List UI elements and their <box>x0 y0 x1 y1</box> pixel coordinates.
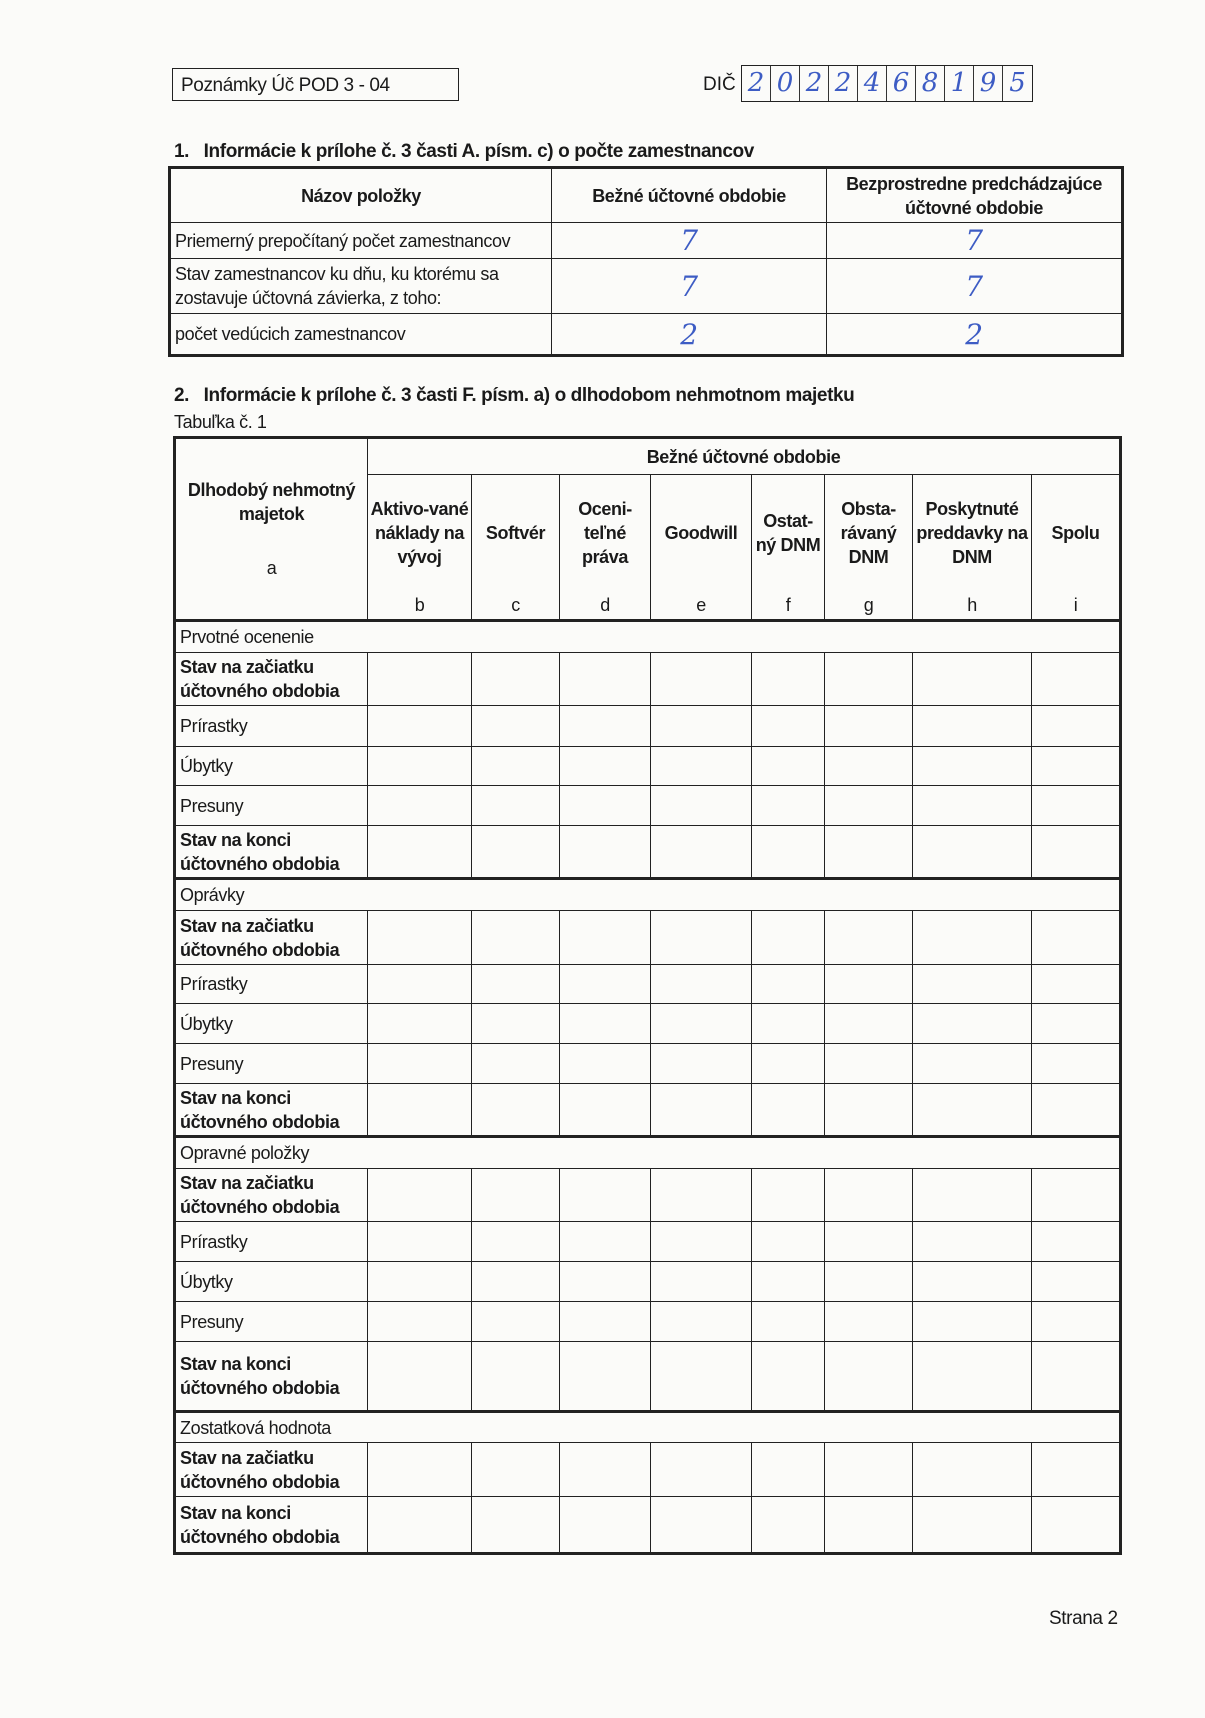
value-cell-i[interactable] <box>1032 747 1121 786</box>
table-row <box>170 314 1123 356</box>
value-cell-g[interactable] <box>825 1443 913 1497</box>
value-cell-b[interactable] <box>368 653 472 706</box>
value-cell-g[interactable] <box>825 1084 913 1137</box>
value-cell-d[interactable] <box>560 1044 651 1084</box>
dic-label: DIČ <box>703 74 736 95</box>
value-cell-b[interactable] <box>368 706 472 747</box>
value-cell-h[interactable] <box>913 1302 1032 1342</box>
value-cell-c[interactable] <box>472 1222 560 1262</box>
row-label: Zostatková hodnota <box>175 1412 1121 1443</box>
page-number: Strana 2 <box>1049 1608 1118 1629</box>
value-cell-g[interactable] <box>825 1262 913 1302</box>
row-label: Úbytky <box>175 1262 368 1302</box>
col-header-label: Obsta-rávaný DNM <box>840 499 897 567</box>
value-cell-g[interactable] <box>825 965 913 1004</box>
value-cell-f[interactable] <box>752 1443 825 1497</box>
value-cell-h[interactable] <box>913 653 1032 706</box>
value-cell-h[interactable] <box>913 965 1032 1004</box>
value-cell-b[interactable] <box>368 1497 472 1554</box>
value-cell-c[interactable] <box>472 747 560 786</box>
value-cell-b[interactable] <box>368 1169 472 1222</box>
row-label: Stav na začiatku účtovného obdobia <box>175 911 368 965</box>
value-cell-g[interactable] <box>825 747 913 786</box>
col-letter: h <box>967 595 977 615</box>
value-cell-e[interactable] <box>651 1342 752 1412</box>
row-label: Stav na začiatku účtovného obdobia <box>175 1169 368 1222</box>
value-cell-d[interactable] <box>560 1169 651 1222</box>
value-cell-d[interactable] <box>560 1084 651 1137</box>
value-cell-c[interactable] <box>472 1342 560 1412</box>
table-row <box>170 259 1123 314</box>
row-label: Stav na konci účtovného obdobia <box>175 1342 368 1412</box>
col-header-label: Spolu <box>1051 523 1100 543</box>
value-cell-d[interactable] <box>560 911 651 965</box>
table-row <box>170 223 1123 259</box>
value-cell-h[interactable] <box>913 1044 1032 1084</box>
value-cell-c[interactable] <box>472 1443 560 1497</box>
col-header-item: Názov položky <box>170 168 552 223</box>
value-cell-i[interactable] <box>1032 1342 1121 1412</box>
table-row <box>175 1004 1121 1044</box>
value-cell-c[interactable] <box>472 1497 560 1554</box>
value-cell-c[interactable] <box>472 1044 560 1084</box>
row-label: Presuny <box>175 1044 368 1084</box>
value-cell-i[interactable] <box>1032 1497 1121 1554</box>
dic-digit: 5 <box>1009 68 1026 98</box>
value-cell-f[interactable] <box>752 1169 825 1222</box>
value-cell-b[interactable] <box>368 1004 472 1044</box>
dic-digit: 0 <box>771 66 800 101</box>
col-header-f <box>752 475 825 621</box>
row-label: Úbytky <box>175 747 368 786</box>
section1-title: 1. Informácie k prílohe č. 3 časti A. písm. c) o počte zamestnancov <box>174 141 754 162</box>
col-letter: d <box>600 595 610 615</box>
value-cell-h[interactable] <box>913 1222 1032 1262</box>
row-label: Opravné položky <box>175 1137 1121 1169</box>
table-row <box>175 965 1121 1004</box>
dic-field[interactable] <box>741 65 1033 102</box>
value-cell-c[interactable] <box>472 965 560 1004</box>
value-cell-f[interactable] <box>752 965 825 1004</box>
value-cell-i[interactable] <box>1032 1084 1121 1137</box>
value-cell-e[interactable] <box>651 911 752 965</box>
value-cell-b[interactable] <box>368 1084 472 1137</box>
value-cell-i[interactable] <box>1032 1302 1121 1342</box>
row-label: Priemerný prepočítaný počet zamestnancov <box>170 223 552 259</box>
value-cell-i[interactable] <box>1032 653 1121 706</box>
col-header-previous: Bezprostredne predchádzajúce účtovné obdobie <box>827 168 1123 223</box>
col-header-label: Oceni-teľné práva <box>578 499 632 567</box>
table-row <box>175 1497 1121 1554</box>
value-cell-g[interactable] <box>825 706 913 747</box>
section-row <box>175 879 1121 911</box>
table-row <box>175 1044 1121 1084</box>
value-cell-b[interactable] <box>368 826 472 879</box>
value-cell-f[interactable] <box>752 1302 825 1342</box>
value-cell-c[interactable] <box>472 1004 560 1044</box>
value-cell-g[interactable] <box>825 911 913 965</box>
col-header-b <box>368 475 472 621</box>
dic-digit: 4 <box>858 66 887 101</box>
previous-value[interactable]: 2 <box>827 314 1123 356</box>
value-cell-e[interactable] <box>651 1497 752 1554</box>
value-cell-b[interactable] <box>368 786 472 826</box>
table-row <box>175 1302 1121 1342</box>
group-header: Bežné účtovné obdobie <box>368 438 1121 475</box>
table-row <box>175 653 1121 706</box>
col-header-i <box>1032 475 1121 621</box>
value-cell-i[interactable] <box>1032 706 1121 747</box>
value-cell-f[interactable] <box>752 786 825 826</box>
value-cell-c[interactable] <box>472 653 560 706</box>
row-label: počet vedúcich zamestnancov <box>170 314 552 356</box>
row-label: Stav na konci účtovného obdobia <box>175 826 368 879</box>
value-cell-g[interactable] <box>825 1044 913 1084</box>
row-label: Stav na začiatku účtovného obdobia <box>175 653 368 706</box>
value-cell-g[interactable] <box>825 786 913 826</box>
value-cell-e[interactable] <box>651 653 752 706</box>
col-header-label: Aktivo-vané náklady na vývoj <box>370 499 469 567</box>
row-label: Stav zamestnancov ku dňu, ku ktorému sa zostavuje účtovná závierka, z toho: <box>170 259 552 314</box>
value-cell-g[interactable] <box>825 1004 913 1044</box>
value-cell-g[interactable] <box>825 653 913 706</box>
value-cell-d[interactable] <box>560 747 651 786</box>
value-cell-f[interactable] <box>752 747 825 786</box>
value-cell-h[interactable] <box>913 1443 1032 1497</box>
row-label: Úbytky <box>175 1004 368 1044</box>
table-subtitle: Tabuľka č. 1 <box>174 412 267 432</box>
value-cell-e[interactable] <box>651 1262 752 1302</box>
value-cell-g[interactable] <box>825 1222 913 1262</box>
section-row <box>175 1137 1121 1169</box>
value-cell-d[interactable] <box>560 786 651 826</box>
col-letter: i <box>1073 595 1078 615</box>
table-row <box>175 1262 1121 1302</box>
value-cell-d[interactable] <box>560 706 651 747</box>
value-cell-d[interactable] <box>560 653 651 706</box>
value-cell-b[interactable] <box>368 1222 472 1262</box>
value-cell-h[interactable] <box>913 911 1032 965</box>
value-cell-i[interactable] <box>1032 1443 1121 1497</box>
row-label: Stav na konci účtovného obdobia <box>175 1497 368 1554</box>
value-cell-h[interactable] <box>913 1262 1032 1302</box>
col-header-label: Dlhodobý nehmotný majetok <box>187 480 356 524</box>
dic-digit: 2 <box>800 66 829 101</box>
value-cell-i[interactable] <box>1032 1262 1121 1302</box>
row-label: Oprávky <box>175 879 1121 911</box>
value-cell-c[interactable] <box>472 1302 560 1342</box>
value-cell-b[interactable] <box>368 747 472 786</box>
value-cell-e[interactable] <box>651 1169 752 1222</box>
value-cell-d[interactable] <box>560 1222 651 1262</box>
table-row <box>175 826 1121 879</box>
value-cell-b[interactable] <box>368 911 472 965</box>
current-value[interactable]: 2 <box>552 314 827 356</box>
col-header-a <box>175 438 368 621</box>
value-cell-e[interactable] <box>651 1222 752 1262</box>
value-cell-d[interactable] <box>560 965 651 1004</box>
value-cell-f[interactable] <box>752 1222 825 1262</box>
value-cell-c[interactable] <box>472 911 560 965</box>
row-label: Prírastky <box>175 706 368 747</box>
value-cell-f[interactable] <box>752 1497 825 1554</box>
section-row <box>175 621 1121 653</box>
dic-digit: 6 <box>887 66 916 101</box>
value-cell-i[interactable] <box>1032 1004 1121 1044</box>
row-label: Prvotné ocenenie <box>175 621 1121 653</box>
value-cell-g[interactable] <box>825 826 913 879</box>
value-cell-b[interactable] <box>368 965 472 1004</box>
col-header-g <box>825 475 913 621</box>
value-cell-h[interactable] <box>913 747 1032 786</box>
value-cell-f[interactable] <box>752 911 825 965</box>
table-row <box>175 706 1121 747</box>
dic-digit: 9 <box>974 66 1003 101</box>
value-cell-e[interactable] <box>651 1302 752 1342</box>
table-row <box>175 1222 1121 1262</box>
value-cell-f[interactable] <box>752 1262 825 1302</box>
table-row <box>175 1443 1121 1497</box>
col-header-label: Ostat-ný DNM <box>755 511 821 555</box>
value-cell-h[interactable] <box>913 1084 1032 1137</box>
row-label: Presuny <box>175 786 368 826</box>
col-header-h <box>913 475 1032 621</box>
value-cell-e[interactable] <box>651 786 752 826</box>
value-cell-f[interactable] <box>752 1004 825 1044</box>
col-letter: b <box>414 595 425 615</box>
section-row <box>175 1412 1121 1443</box>
value-cell-d[interactable] <box>560 1342 651 1412</box>
value-cell-d[interactable] <box>560 1004 651 1044</box>
current-value[interactable]: 7 <box>552 223 827 259</box>
value-cell-i[interactable] <box>1032 1044 1121 1084</box>
value-cell-c[interactable] <box>472 786 560 826</box>
col-header-label: Softvér <box>485 523 546 543</box>
value-cell-e[interactable] <box>651 1044 752 1084</box>
table-row <box>175 786 1121 826</box>
value-cell-i[interactable] <box>1032 965 1121 1004</box>
value-cell-e[interactable] <box>651 747 752 786</box>
table-row <box>175 1084 1121 1137</box>
row-label: Presuny <box>175 1302 368 1342</box>
value-cell-c[interactable] <box>472 1084 560 1137</box>
dic-digit: 1 <box>945 66 974 101</box>
value-cell-e[interactable] <box>651 826 752 879</box>
row-label: Stav na konci účtovného obdobia <box>175 1084 368 1137</box>
previous-value[interactable]: 7 <box>827 223 1123 259</box>
table-row <box>175 1169 1121 1222</box>
value-cell-d[interactable] <box>560 1497 651 1554</box>
value-cell-i[interactable] <box>1032 1222 1121 1262</box>
value-cell-d[interactable] <box>560 1302 651 1342</box>
value-cell-b[interactable] <box>368 1262 472 1302</box>
col-header-current: Bežné účtovné obdobie <box>552 168 827 223</box>
dic-digit: 2 <box>742 66 771 101</box>
value-cell-e[interactable] <box>651 1443 752 1497</box>
col-letter: g <box>863 595 874 615</box>
value-cell-e[interactable] <box>651 706 752 747</box>
value-cell-d[interactable] <box>560 1443 651 1497</box>
col-letter: c <box>511 595 520 615</box>
dic-digit: 8 <box>916 66 945 101</box>
value-cell-f[interactable] <box>752 826 825 879</box>
value-cell-f[interactable] <box>752 1044 825 1084</box>
row-label: Prírastky <box>175 1222 368 1262</box>
value-cell-i[interactable] <box>1032 826 1121 879</box>
value-cell-g[interactable] <box>825 1302 913 1342</box>
col-header-label: Poskytnuté preddavky na DNM <box>916 499 1028 567</box>
value-cell-b[interactable] <box>368 1443 472 1497</box>
value-cell-e[interactable] <box>651 965 752 1004</box>
col-header-d <box>560 475 651 621</box>
value-cell-e[interactable] <box>651 1084 752 1137</box>
value-cell-h[interactable] <box>913 1169 1032 1222</box>
value-cell-i[interactable] <box>1032 1169 1121 1222</box>
value-cell-f[interactable] <box>752 706 825 747</box>
value-cell-h[interactable] <box>913 786 1032 826</box>
value-cell-c[interactable] <box>472 826 560 879</box>
value-cell-g[interactable] <box>825 1169 913 1222</box>
value-cell-i[interactable] <box>1032 786 1121 826</box>
value-cell-c[interactable] <box>472 706 560 747</box>
col-letter: e <box>696 595 706 615</box>
value-cell-d[interactable] <box>560 826 651 879</box>
row-label: Stav na začiatku účtovného obdobia <box>175 1443 368 1497</box>
col-header-label: Goodwill <box>664 523 738 543</box>
value-cell-g[interactable] <box>825 1497 913 1554</box>
value-cell-f[interactable] <box>752 1084 825 1137</box>
col-header-e <box>651 475 752 621</box>
form-code-box: Poznámky Úč POD 3 - 04 <box>172 68 459 101</box>
value-cell-f[interactable] <box>752 1342 825 1412</box>
row-label: Prírastky <box>175 965 368 1004</box>
value-cell-b[interactable] <box>368 1044 472 1084</box>
value-cell-b[interactable] <box>368 1342 472 1412</box>
table-row <box>175 911 1121 965</box>
table-row <box>175 747 1121 786</box>
value-cell-c[interactable] <box>472 1262 560 1302</box>
dic-digit: 2 <box>829 66 858 101</box>
col-header-c <box>472 475 560 621</box>
value-cell-b[interactable] <box>368 1302 472 1342</box>
col-letter: f <box>785 595 791 615</box>
value-cell-e[interactable] <box>651 1004 752 1044</box>
value-cell-g[interactable] <box>825 1342 913 1412</box>
value-cell-c[interactable] <box>472 1169 560 1222</box>
value-cell-f[interactable] <box>752 653 825 706</box>
section2-title: 2. Informácie k prílohe č. 3 časti F. písm. a) o dlhodobom nehmotnom majetku <box>174 385 855 406</box>
current-value[interactable]: 7 <box>552 259 827 314</box>
value-cell-h[interactable] <box>913 826 1032 879</box>
table-row <box>175 1342 1121 1412</box>
value-cell-h[interactable] <box>913 706 1032 747</box>
col-letter: a <box>266 558 277 578</box>
intangible-assets-table <box>173 436 1122 1555</box>
previous-value[interactable]: 7 <box>827 259 1123 314</box>
value-cell-d[interactable] <box>560 1262 651 1302</box>
value-cell-h[interactable] <box>913 1497 1032 1554</box>
value-cell-h[interactable] <box>913 1004 1032 1044</box>
employees-table <box>168 166 1124 357</box>
value-cell-i[interactable] <box>1032 911 1121 965</box>
value-cell-h[interactable] <box>913 1342 1032 1412</box>
